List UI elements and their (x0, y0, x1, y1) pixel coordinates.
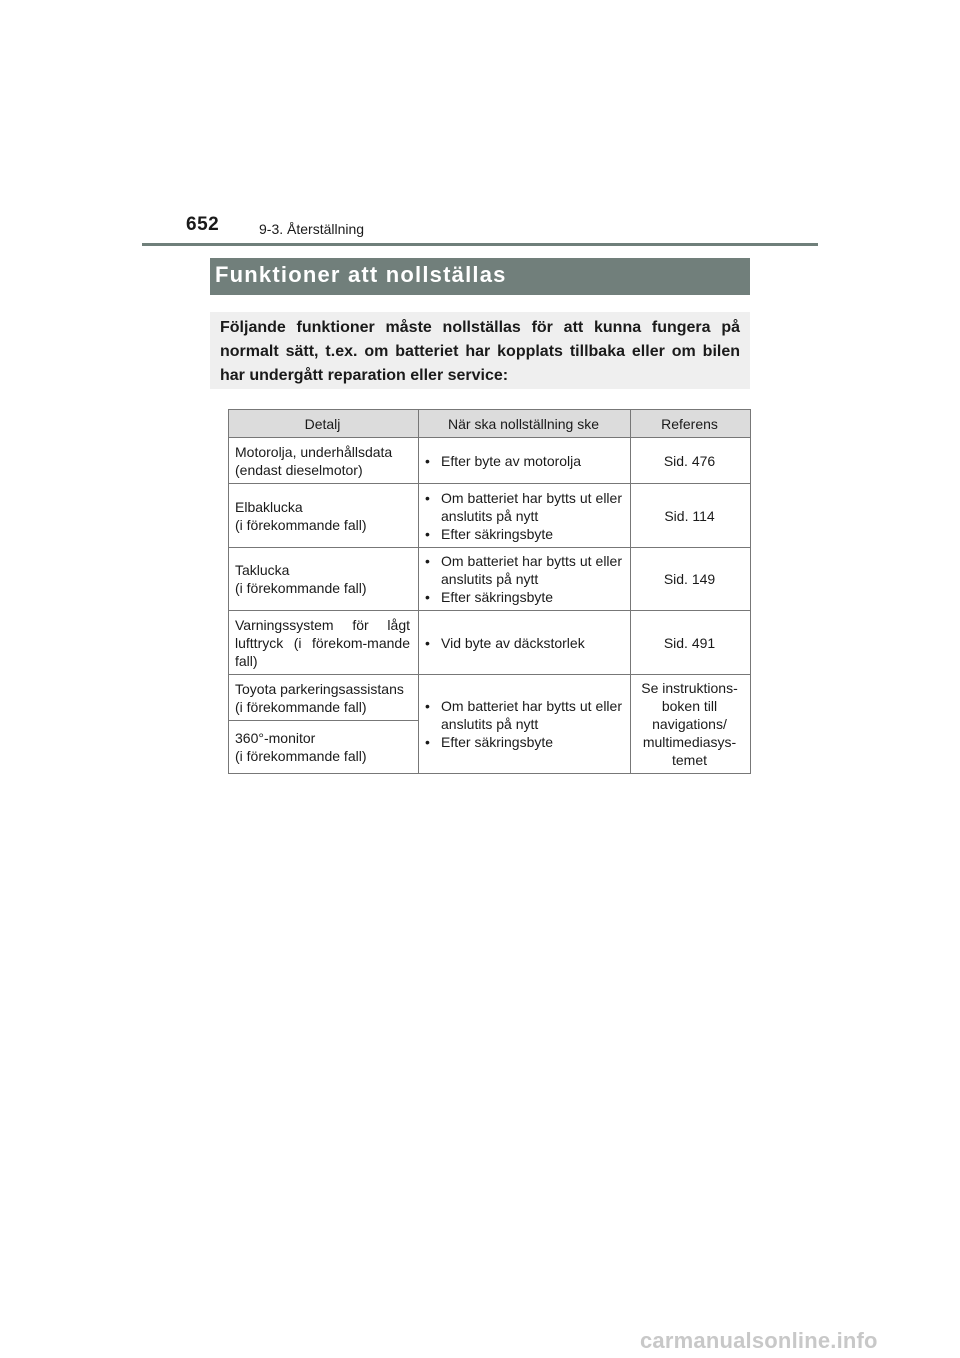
bullet-item: • Vid byte av däckstorlek (425, 634, 622, 652)
detail-line: Motorolja, underhållsdata (235, 443, 393, 460)
cell-when (419, 611, 631, 675)
bullet-item: • Efter säkringsbyte (425, 733, 622, 751)
running-head: 9-3. Återställning (259, 221, 365, 237)
intro-text: Följande funktioner måste nollställas för att kunna fungera på normalt sätt, t.ex. om batteriet har kopplats tillbaka eller om bilen har undergått reparation eller service: (220, 319, 740, 384)
table-row (229, 548, 751, 611)
detail-line: (i förekommande fall) (235, 748, 367, 764)
cell-when (419, 675, 631, 774)
cell-reference: Sid. 114 (631, 484, 751, 548)
column-header-when: När ska nollställning ske (419, 410, 631, 438)
watermark: carmanualsonline.info (640, 1328, 878, 1353)
bullet-item: • Om batteriet har bytts ut eller anslutits på nytt (425, 697, 622, 733)
cell-reference: Se instruktions-boken till navigations/ multimediasys-temet (631, 675, 751, 774)
cell-detail (229, 438, 419, 484)
cell-detail (229, 548, 419, 611)
bullet-item: • Efter säkringsbyte (425, 588, 622, 606)
cell-when (419, 438, 631, 484)
section-title: Funktioner att nollställas (210, 258, 750, 295)
table-row (229, 438, 751, 484)
detail-line: Varningssystem för lågt lufttryck (i förekom-mande fall) (235, 616, 410, 669)
column-header-detail: Detalj (229, 410, 419, 438)
cell-detail (229, 484, 419, 548)
page-number: 652 (186, 214, 220, 235)
table-row (229, 675, 751, 721)
cell-reference: Sid. 149 (631, 548, 751, 611)
cell-when (419, 548, 631, 611)
table-row (229, 611, 751, 675)
cell-detail (229, 611, 419, 675)
bullet-item: • Efter säkringsbyte (425, 525, 622, 543)
detail-line: 360°-monitor (235, 730, 316, 746)
cell-when (419, 484, 631, 548)
bullet-item: • Efter byte av motorolja (425, 452, 622, 470)
bullet-item: • Om batteriet har bytts ut eller anslutits på nytt (425, 489, 622, 525)
intro-box (210, 312, 750, 389)
cell-reference: Sid. 476 (631, 438, 751, 484)
detail-line: (i förekommande fall) (235, 580, 367, 596)
detail-line: (i förekommande fall) (235, 516, 367, 533)
detail-line: Taklucka (235, 562, 290, 578)
cell-detail (229, 721, 419, 774)
cell-detail (229, 675, 419, 721)
cell-reference: Sid. 491 (631, 611, 751, 675)
detail-line: (endast dieselmotor) (235, 461, 363, 478)
column-header-reference: Referens (631, 410, 751, 438)
detail-line: Elbaklucka (235, 498, 303, 515)
table-row (229, 484, 751, 548)
detail-line: (i förekommande fall) (235, 698, 367, 715)
table-header-row (229, 410, 751, 438)
detail-line: Toyota parkeringsassistans (235, 680, 404, 697)
bullet-item: • Om batteriet har bytts ut eller anslutits på nytt (425, 552, 622, 588)
header-rule (142, 243, 818, 246)
reset-functions-table (228, 409, 751, 774)
